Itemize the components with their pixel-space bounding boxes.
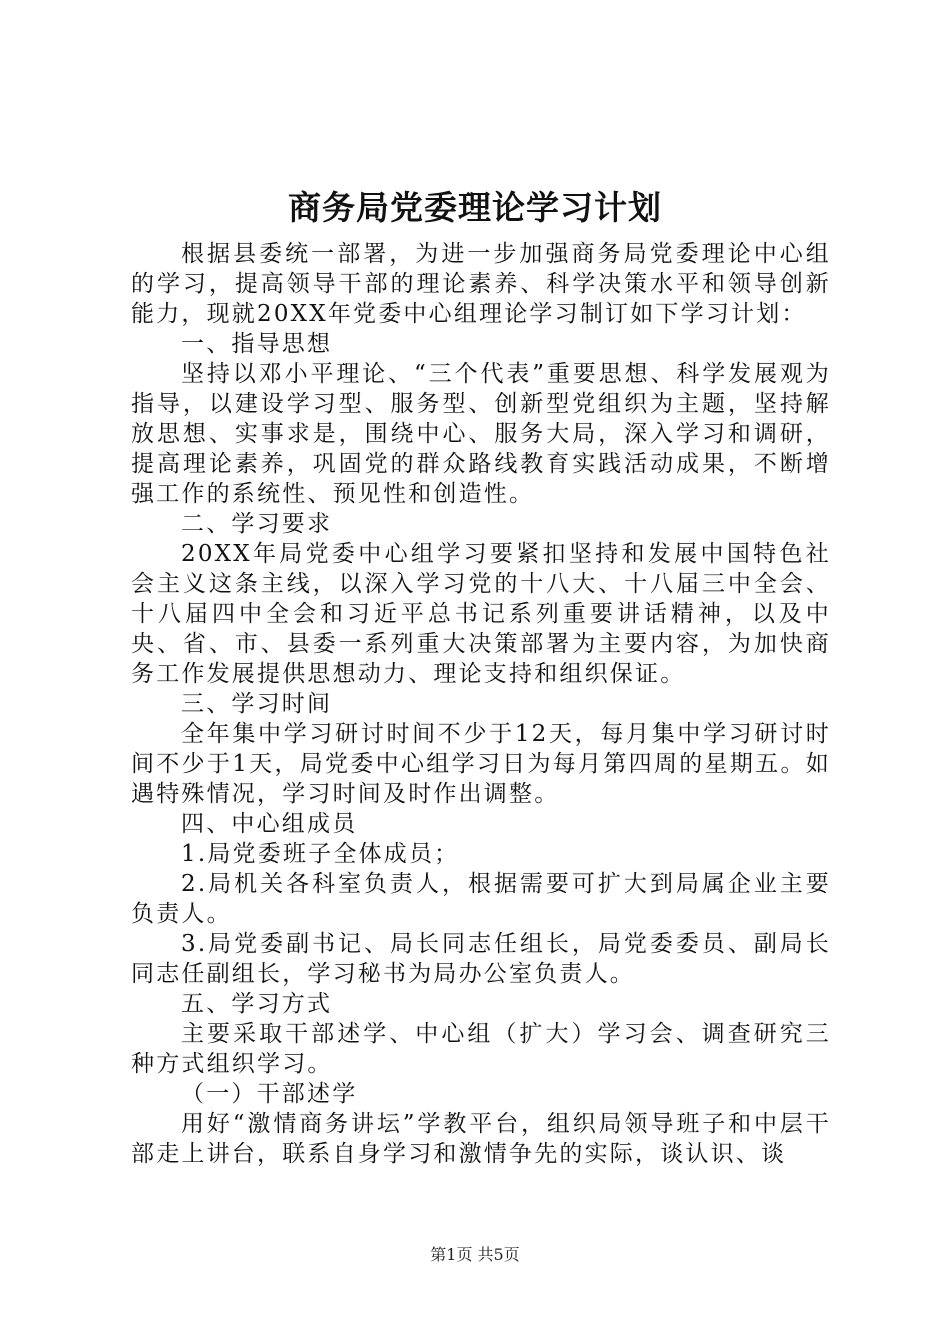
paragraph-study-requirements: 20XX年局党委中心组学习要紧扣坚持和发展中国特色社会主义这条主线，以深入学习党的十八大、十八届三中全会、十八届四中全会和习近平总书记系列重要讲话精神，以及中央、省、市、县委一系列重大决策部署为主要内容，为加快商务工作发展提供思想动力、理论支持和组织保证。: [131, 541, 831, 687]
paragraph-cadre-report: 用好“激情商务讲坛”学教平台，组织局领导班子和中层干部走上讲台，联系自身学习和激情争先的实际，谈认识、谈: [131, 1111, 831, 1167]
section-heading-study-time: 三、学习时间: [181, 691, 333, 717]
section-heading-guiding-ideology: 一、指导思想: [181, 331, 333, 357]
document-body: [131, 239, 831, 1169]
list-item-member-3: 3.局党委副书记、局长同志任组长，局党委委员、副局长同志任副组长，学习秘书为局办公室负责人。: [131, 931, 831, 987]
section-heading-study-methods: 五、学习方式: [181, 991, 333, 1017]
subsection-heading-cadre-report: （一）干部述学: [181, 1081, 358, 1107]
document-title: 商务局党委理论学习计划: [288, 188, 662, 227]
page-number-footer: 第1页 共5页: [430, 1245, 520, 1264]
list-item-member-1: 1.局党委班子全体成员；: [181, 841, 460, 867]
section-heading-study-requirements: 二、学习要求: [181, 511, 333, 537]
section-heading-members: 四、中心组成员: [181, 811, 358, 837]
list-item-member-2: 2.局机关各科室负责人，根据需要可扩大到局属企业主要负责人。: [131, 871, 831, 927]
paragraph-study-time: 全年集中学习研讨时间不少于12天，每月集中学习研讨时间不少于1天，局党委中心组学习日为每月第四周的星期五。如遇特殊情况，学习时间及时作出调整。: [131, 721, 831, 807]
paragraph-intro: 根据县委统一部署，为进一步加强商务局党委理论中心组的学习，提高领导干部的理论素养、科学决策水平和领导创新能力，现就20XX年党委中心组理论学习制订如下学习计划：: [131, 241, 831, 327]
paragraph-study-methods: 主要采取干部述学、中心组（扩大）学习会、调查研究三种方式组织学习。: [131, 1021, 831, 1077]
paragraph-guiding-ideology: 坚持以邓小平理论、“三个代表”重要思想、科学发展观为指导，以建设学习型、服务型、创新型党组织为主题，坚持解放思想、实事求是，围绕中心、服务大局，深入学习和调研，提高理论素养，巩固党的群众路线教育实践活动成果，不断增强工作的系统性、预见性和创造性。: [131, 361, 831, 507]
